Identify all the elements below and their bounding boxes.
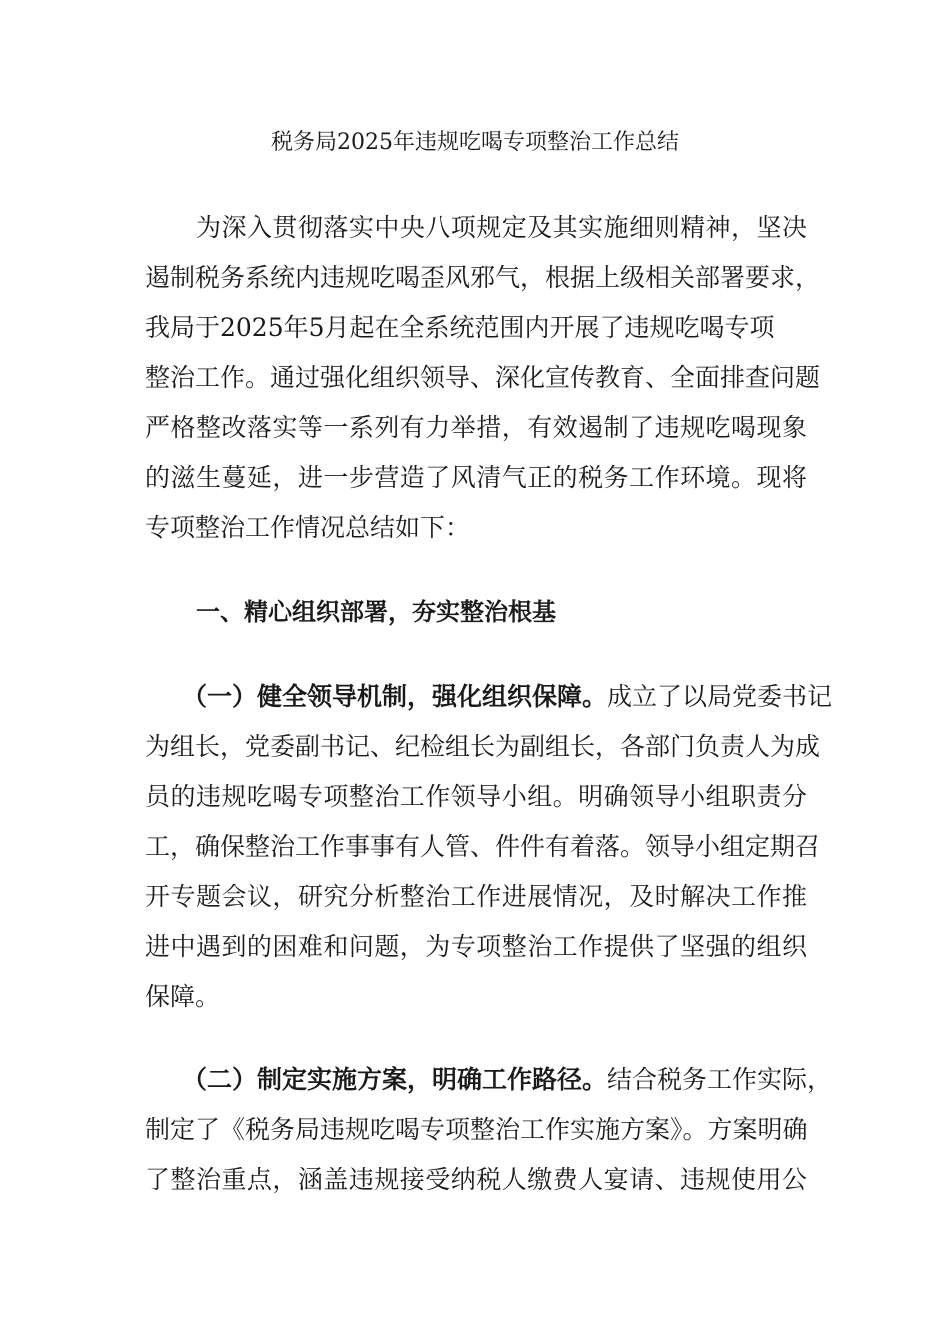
section-heading: 一、精心组织部署，夯实整治根基 bbox=[196, 597, 556, 626]
text-span: 成立了以局党委书记 bbox=[607, 682, 833, 711]
text-line: 严格整改落实等一系列有力举措，有效遏制了违规吃喝现象 bbox=[145, 413, 807, 442]
text-line: 专项整治工作情况总结如下： bbox=[145, 513, 471, 542]
text-line: 为组长，党委副书记、纪检组长为副组长，各部门负责人为成 bbox=[145, 732, 821, 761]
text-line: 开专题会议，研究分析整治工作进展情况，及时解决工作推 bbox=[145, 882, 807, 911]
text-line: 制定了《税务局违规吃喝专项整治工作实施方案》。方案明确 bbox=[145, 1115, 808, 1144]
text-line: 的滋生蔓延，进一步营造了风清气正的税务工作环境。现将 bbox=[145, 463, 807, 492]
subsection-lead: （二）制定实施方案，明确工作路径。 bbox=[182, 1065, 608, 1094]
subsection-lead: （一）健全领导机制，强化组织保障。 bbox=[182, 682, 608, 711]
document-title: 税务局2025年违规吃喝专项整治工作总结 bbox=[271, 130, 679, 155]
text-line: 为深入贯彻落实中央八项规定及其实施细则精神，坚决 bbox=[196, 213, 807, 242]
text-line: 了整治重点，涵盖违规接受纳税人缴费人宴请、违规使用公 bbox=[145, 1165, 807, 1194]
text-line: 整治工作。通过强化组织领导、深化宣传教育、全面排查问题 bbox=[145, 363, 821, 392]
text-line: 进中遇到的困难和问题，为专项整治工作提供了坚强的组织 bbox=[145, 932, 807, 961]
text-line bbox=[182, 672, 833, 722]
text-line bbox=[182, 1055, 833, 1105]
text-line: 遏制税务系统内违规吃喝歪风邪气，根据上级相关部署要求， bbox=[145, 263, 821, 292]
text-line: 工，确保整治工作事事有人管、件件有着落。领导小组定期召 bbox=[145, 832, 821, 861]
text-line: 员的违规吃喝专项整治工作领导小组。明确领导小组职责分 bbox=[145, 782, 807, 811]
text-line: 我局于2025年5月起在全系统范围内开展了违规吃喝专项 bbox=[145, 313, 775, 342]
text-line: 保障。 bbox=[145, 982, 221, 1011]
text-span: 结合税务工作实际， bbox=[607, 1065, 833, 1094]
